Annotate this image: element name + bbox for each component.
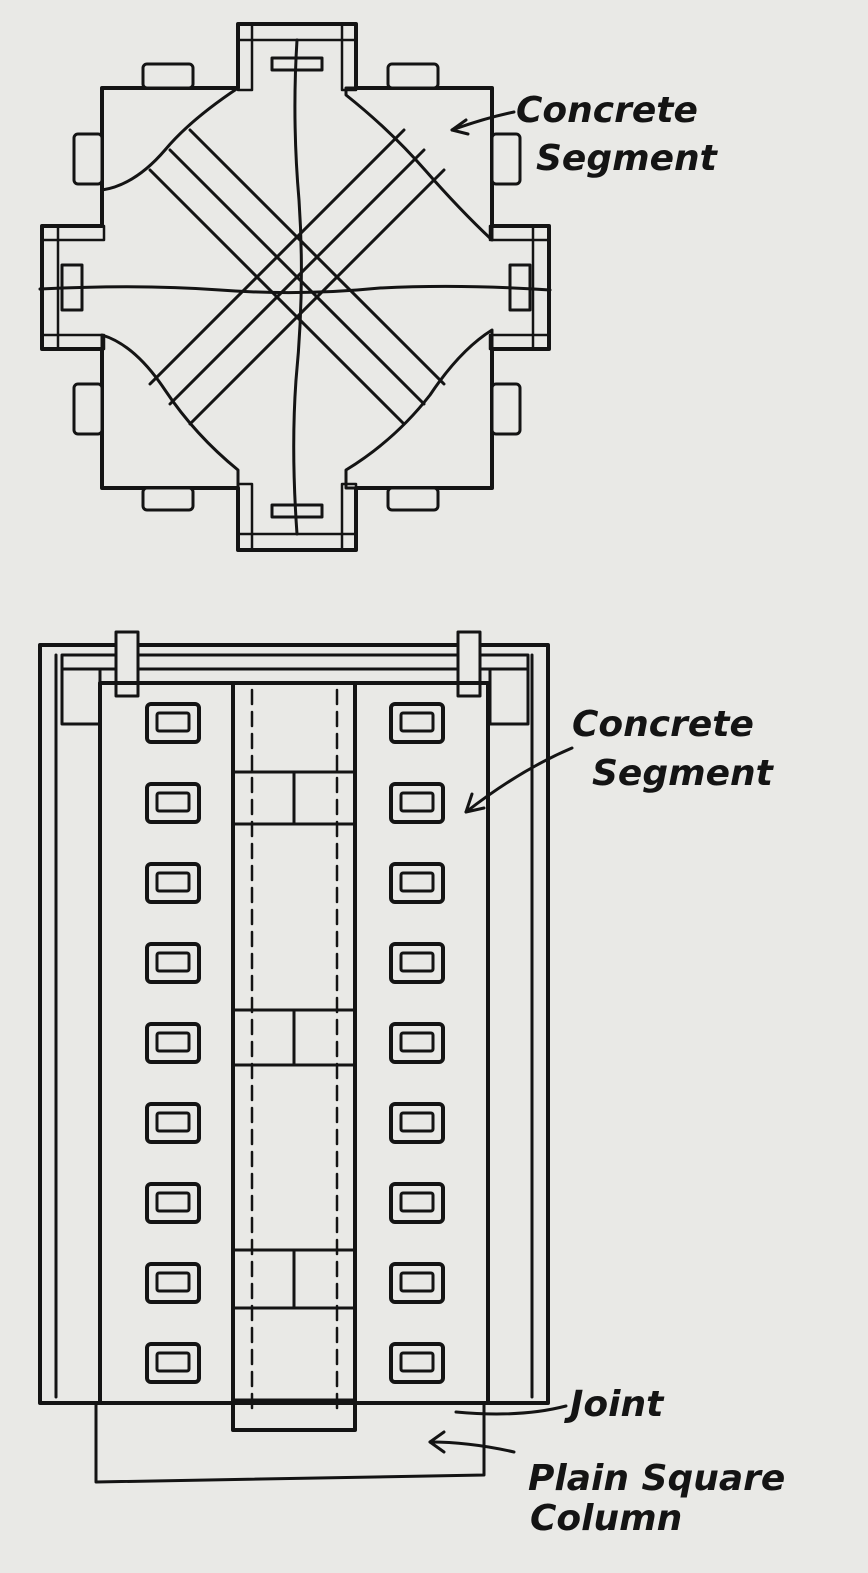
rivet-left-5 — [147, 1024, 199, 1062]
rivet-left-6 — [147, 1104, 199, 1142]
rivet-right-7 — [391, 1184, 443, 1222]
tie-rods — [40, 40, 550, 534]
rivet-left-9 — [147, 1344, 199, 1382]
joint-arrow — [456, 1406, 566, 1414]
left-clamp — [116, 632, 138, 696]
side-labels — [430, 704, 785, 1539]
segment-arrow — [466, 748, 572, 812]
top-label-line1: Concrete — [516, 90, 698, 131]
rivet-right-9 — [391, 1344, 443, 1382]
rivet-left-8 — [147, 1264, 199, 1302]
cross-section-view — [40, 24, 719, 550]
side-label-segment-line1: Concrete — [572, 704, 754, 745]
elevation-view — [40, 632, 548, 1482]
rivet-right-2 — [391, 784, 443, 822]
rivet-left-2 — [147, 784, 199, 822]
column-label-line1: Plain Square — [528, 1458, 786, 1499]
rivet-right-8 — [391, 1264, 443, 1302]
rivet-left-3 — [147, 864, 199, 902]
column-label-line2: Column — [530, 1498, 683, 1539]
rivet-right-3 — [391, 864, 443, 902]
right-clamp — [458, 632, 480, 696]
rivet-right-4 — [391, 944, 443, 982]
rivet-left-1 — [147, 704, 199, 742]
side-label-segment-line2: Segment — [592, 753, 773, 794]
rivet-right-6 — [391, 1104, 443, 1142]
rivet-right-1 — [391, 704, 443, 742]
top-label-line2: Segment — [536, 138, 717, 179]
rivet-left-7 — [147, 1184, 199, 1222]
rivet-left-4 — [147, 944, 199, 982]
rivet-right-5 — [391, 1024, 443, 1062]
plain-square-column — [96, 1403, 484, 1482]
joint-label: Joint — [570, 1384, 664, 1425]
